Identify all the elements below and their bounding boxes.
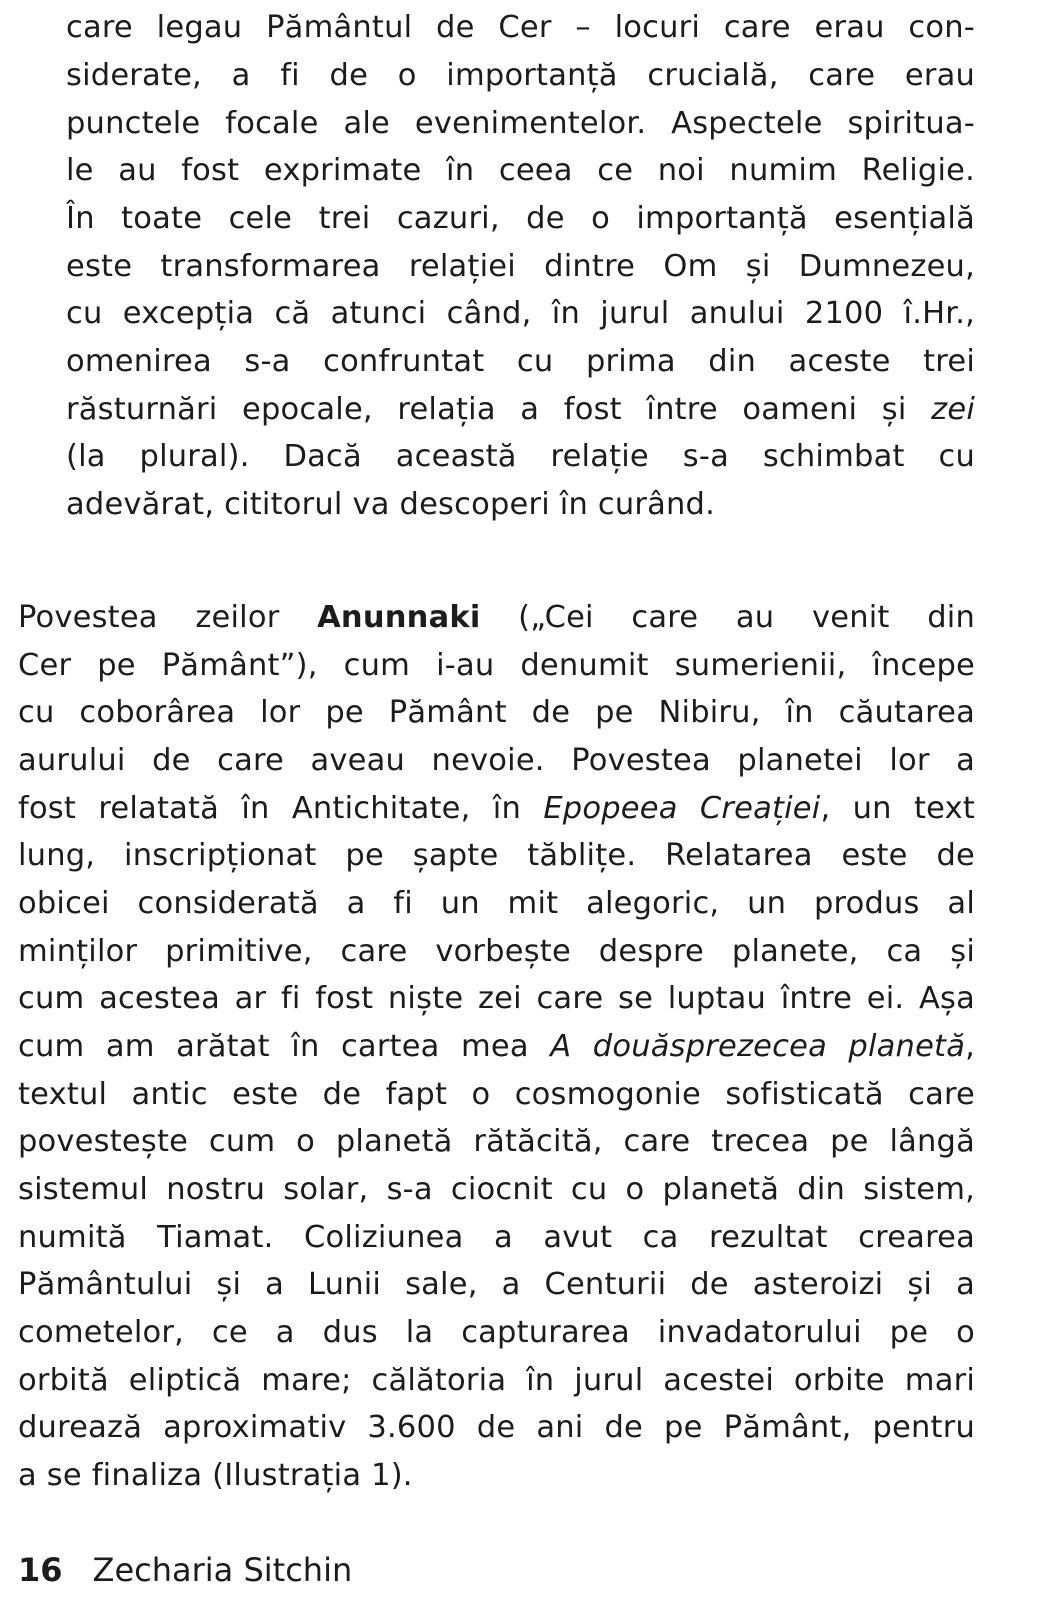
bold-term: Anunnaki <box>317 600 481 635</box>
running-author: Zecharia Sitchin <box>92 1551 353 1589</box>
paragraph-2-line: obicei considerată a fi un mit alegoric, un produs al <box>18 886 975 921</box>
paragraph-1-line: este transformarea relației dintre Om și Dumnezeu, <box>66 249 975 284</box>
paragraph-2-line: fost relatată în Antichitate, în Epopeea Creației, un text <box>18 791 975 826</box>
page-number: 16 <box>18 1551 63 1589</box>
paragraph-2-line: durează aproximativ 3.600 de ani de pe Pământ, pentru <box>18 1410 975 1445</box>
paragraph-2-line: Cer pe Pământ”), cum i-au denumit sumerienii, începe <box>18 648 975 683</box>
paragraph-2-line: cum am arătat în cartea mea A douăsprezecea planetă, <box>18 1029 975 1064</box>
page-footer <box>18 1545 352 1595</box>
paragraph-2-line: minților primitive, care vorbește despre planete, ca și <box>18 934 975 969</box>
paragraph-2-line: orbită eliptică mare; călătoria în jurul acestei orbite mari <box>18 1363 975 1398</box>
paragraph-1-line: cu excepția că atunci când, în jurul anului 2100 î.Hr., <box>66 296 975 331</box>
paragraph-1-line: adevărat, cititorul va descoperi în curând. <box>66 487 715 522</box>
paragraph-2-line: cu coborârea lor pe Pământ de pe Nibiru, în căutarea <box>18 695 975 730</box>
paragraph-2-line: Pământului și a Lunii sale, a Centurii de asteroizi și a <box>18 1267 975 1302</box>
paragraph-2-line: sistemul nostru solar, s-a ciocnit cu o planetă din sistem, <box>18 1172 975 1207</box>
paragraph-1-line: răsturnări epocale, relația a fost între oameni și zei <box>66 392 975 427</box>
italic-title: A douăsprezecea planetă <box>550 1029 966 1064</box>
paragraph-2-line: povestește cum o planetă rătăcită, care trecea pe lângă <box>18 1124 975 1159</box>
paragraph-1-line: omenirea s-a confruntat cu prima din aceste trei <box>66 344 975 379</box>
paragraph-2-line: aurului de care aveau nevoie. Povestea planetei lor a <box>18 743 975 778</box>
paragraph-1-line: În toate cele trei cazuri, de o importanță esențială <box>66 201 975 236</box>
paragraph-2-line: lung, inscripționat pe șapte tăblițe. Relatarea este de <box>18 838 975 873</box>
paragraph-1-line: punctele focale ale evenimentelor. Aspectele spiritua- <box>66 106 975 141</box>
paragraph-2-line: textul antic este de fapt o cosmogonie sofisticată care <box>18 1077 975 1112</box>
italic-title: Epopeea Creației <box>543 791 821 826</box>
paragraph-1-line: siderate, a fi de o importanță crucială, care erau <box>66 58 975 93</box>
paragraph-2-line: cometelor, ce a dus la capturarea invadatorului pe o <box>18 1315 975 1350</box>
paragraph-2-line: Povestea zeilor Anunnaki („Cei care au venit din <box>18 600 975 635</box>
paragraph-2-line: cum acestea ar fi fost niște zei care se luptau între ei. Așa <box>18 981 975 1016</box>
paragraph-1-line: care legau Pământul de Cer – locuri care erau con- <box>66 10 975 45</box>
italic-term: zei <box>931 392 975 427</box>
paragraph-2-line: numită Tiamat. Coliziunea a avut ca rezultat crearea <box>18 1220 975 1255</box>
paragraph-1-line: (la plural). Dacă această relație s-a schimbat cu <box>66 439 975 474</box>
paragraph-2-line: a se finaliza (Ilustrația 1). <box>18 1458 413 1493</box>
paragraph-1-line: le au fost exprimate în ceea ce noi numim Religie. <box>66 153 975 188</box>
